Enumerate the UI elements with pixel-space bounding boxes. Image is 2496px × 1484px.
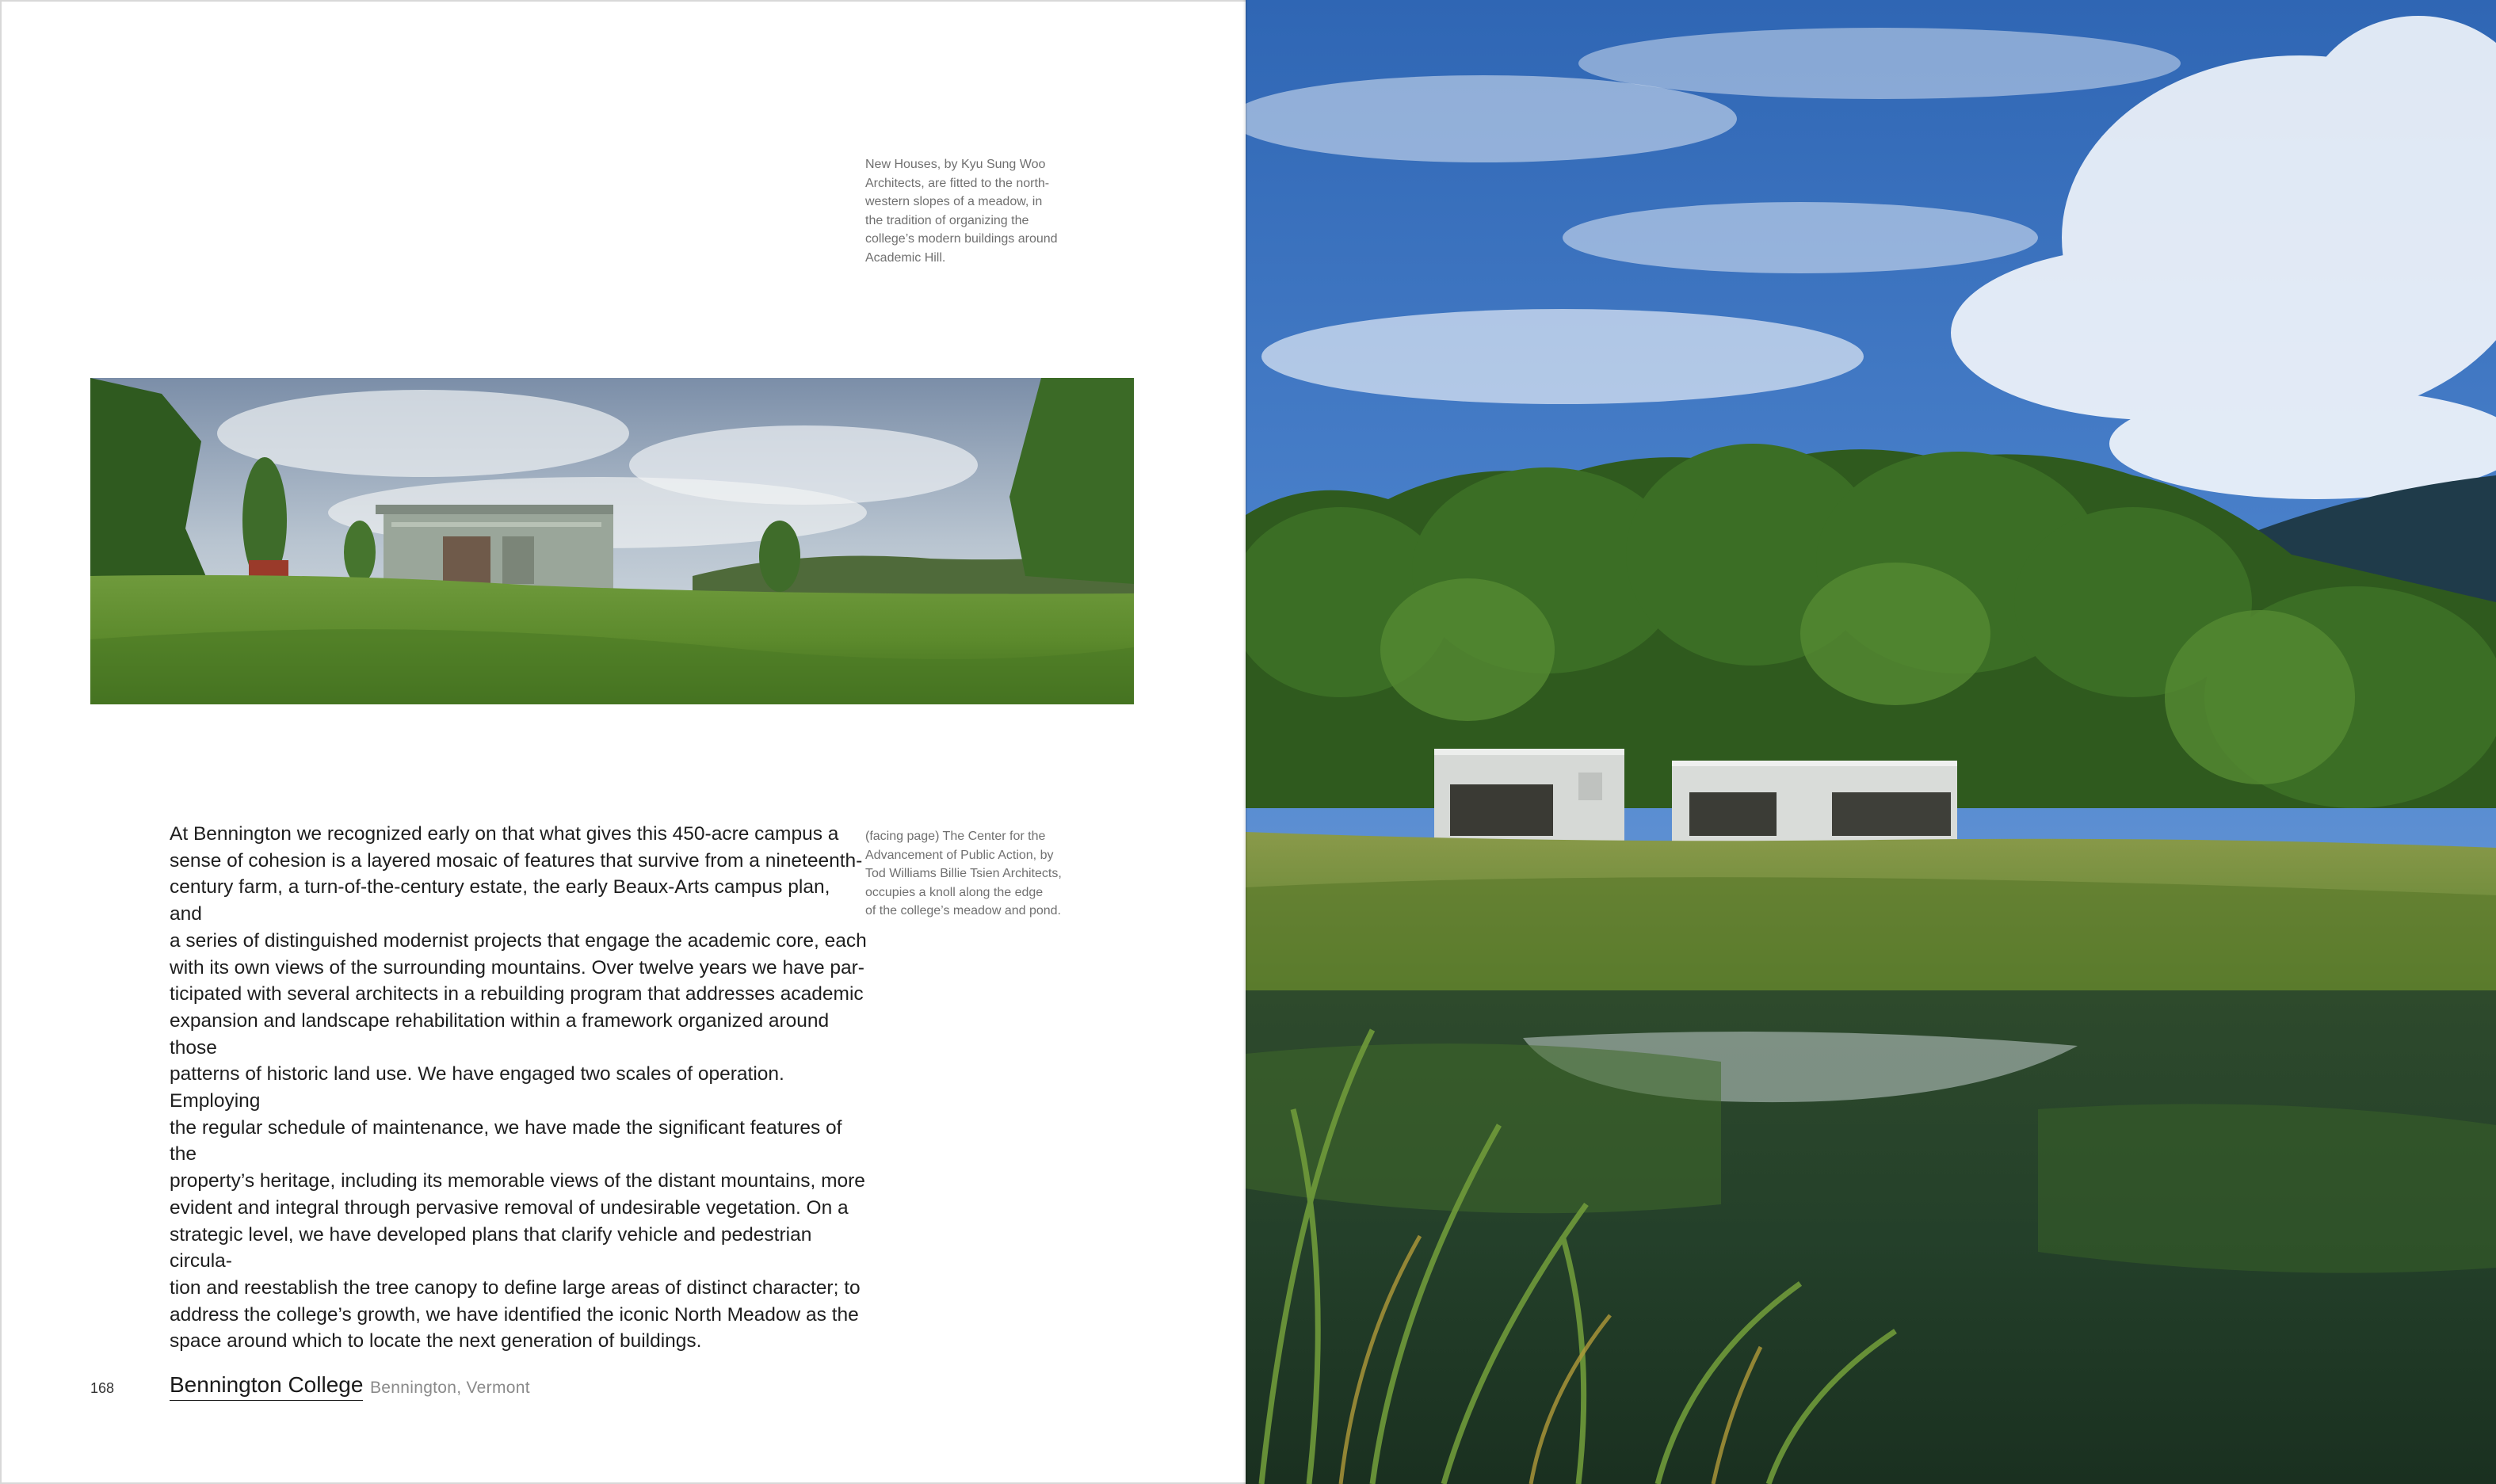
footer-location: Bennington, Vermont xyxy=(370,1379,530,1397)
page-number: 168 xyxy=(90,1380,115,1396)
full-page-photo-center-public-action xyxy=(1246,0,2496,1484)
page-gutter xyxy=(1242,0,1247,1484)
left-page xyxy=(0,0,1246,1484)
panorama-photo-new-houses xyxy=(90,378,1134,704)
footer-book-title: Bennington College xyxy=(170,1373,363,1401)
photo-caption-center-public-action: (facing page) The Center for the Advancement of Public Action, by Tod Williams Billie Tsien Architects, occupies a knoll along the edge of the college’s meadow and pond. xyxy=(865,830,1062,917)
photo-caption-new-houses: New Houses, by Kyu Sung Woo Architects, are fitted to the north- western slopes of a meadow, in the tradition of organizing the college’s modern buildings around Academic Hill. xyxy=(865,158,1058,265)
body-text: At Bennington we recognized early on that what gives this 450-acre campus a sense of cohesion is a layered mosaic of features that survive from a nineteenth- century farm, a turn-of-the-century estate, the early Beaux-Arts campus plan, and a series of distinguished modernist projects that engage the academic core, each with its own views of the surrounding mountains. Over twelve years we have par- ticipated with several architects in a rebuilding program that addresses academic expansion and landscape rehabilitation within a framework organized around those patterns of historic land use. We have engaged two scales of operation. Employing the regular schedule of maintenance, we have made the significant features of the property’s heritage, including its memorable views of the distant mountains, more evident and integral through pervasive removal of undesirable vegetation. On a strategic level, we have developed plans that clarify vehicle and pedestrian circula- tion and reestablish the tree canopy to define large areas of distinct character; to address the college’s growth, we have identified the iconic North Meadow as the space around which to locate the next generation of buildings. xyxy=(170,823,867,1352)
